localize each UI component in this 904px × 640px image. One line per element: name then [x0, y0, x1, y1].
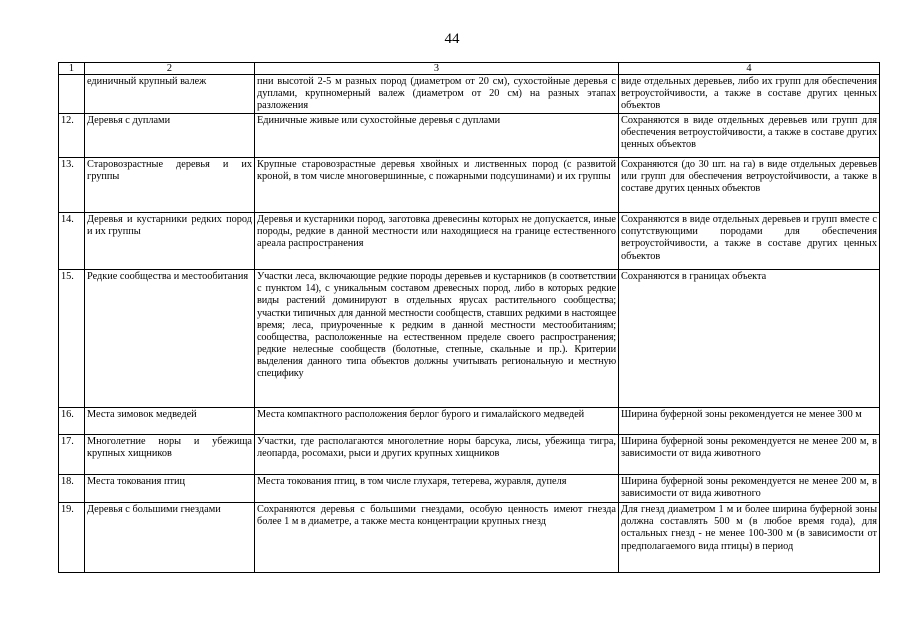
object-name: единичный крупный валеж [85, 75, 255, 114]
table-row [59, 213, 880, 270]
recommendation: Сохраняются в виде отдельных деревьев или групп для обеспечения ветроустойчивости, а также в составе других ценных объектов [619, 114, 880, 158]
object-description: Единичные живые или сухостойные деревья с дуплами [255, 114, 619, 158]
object-name: Места зимовок медведей [85, 408, 255, 435]
object-description: Сохраняются деревья с большими гнездами, особую ценность имеют гнезда более 1 м в диаметре, а также места концентрации крупных гнезд [255, 503, 619, 573]
recommendation: виде отдельных деревьев, либо их групп для обеспечения ветроустойчивости, а также в составе других ценных объектов [619, 75, 880, 114]
row-number: 15. [59, 270, 85, 408]
table-row [59, 158, 880, 213]
column-number-row [59, 63, 880, 75]
recommendation: Сохраняются в границах объекта [619, 270, 880, 408]
object-name: Многолетние норы и убежища крупных хищников [85, 435, 255, 475]
row-number: 18. [59, 475, 85, 503]
table-row [59, 270, 880, 408]
table-row [59, 75, 880, 114]
object-description: Участки леса, включающие редкие породы деревьев и кустарников (в соответствии с пунктом 14), с уникальным составом древесных пород, либо в которых редкие виды растений доминируют в отдельных ярусах растительного сообщества; участки типичных для данной местности сообществ, ставших редкими в настоящее время; леса, приуроченные к редким в данной местности местообитаниям; сообщества, расположенные на естественном пределе своего распространения; редкие нелесные сообществ (болотные, степные, скальные и пр.). Критерии выделения данного типа объектов должны учитывать региональную и местную специфику [255, 270, 619, 408]
row-number: 19. [59, 503, 85, 573]
column-number: 2 [85, 63, 255, 75]
object-name: Деревья с дуплами [85, 114, 255, 158]
data-table [58, 62, 880, 573]
object-description: Места компактного расположения берлог бурого и гималайского медведей [255, 408, 619, 435]
page-number: 44 [444, 31, 460, 47]
column-number: 1 [59, 63, 85, 75]
recommendation: Ширина буферной зоны рекомендуется не менее 200 м, в зависимости от вида животного [619, 435, 880, 475]
recommendation: Ширина буферной зоны рекомендуется не менее 300 м [619, 408, 880, 435]
recommendation: Ширина буферной зоны рекомендуется не менее 200 м, в зависимости от вида животного [619, 475, 880, 503]
row-number: 13. [59, 158, 85, 213]
object-description: Участки, где располагаются многолетние норы барсука, лисы, убежища тигра, леопарда, росомахи, рыси и других крупных хищников [255, 435, 619, 475]
row-number: 16. [59, 408, 85, 435]
row-number: 14. [59, 213, 85, 270]
row-number [59, 75, 85, 114]
recommendation: Сохраняются в виде отдельных деревьев и групп вместе с сопутствующими породами для обеспечения ветроустойчивости, а также в составе других ценных объектов [619, 213, 880, 270]
object-description: пни высотой 2-5 м разных пород (диаметром от 20 см), сухостойные деревья с дуплами, крупномерный валеж (диаметром от 20 см) на разных этапах разложения [255, 75, 619, 114]
table-row [59, 475, 880, 503]
object-name: Места токования птиц [85, 475, 255, 503]
column-number: 3 [255, 63, 619, 75]
object-name: Деревья и кустарники редких пород и их группы [85, 213, 255, 270]
object-description: Места токования птиц, в том числе глухаря, тетерева, журавля, дупеля [255, 475, 619, 503]
object-name: Деревья с большими гнездами [85, 503, 255, 573]
object-description: Крупные старовозрастные деревья хвойных и лиственных пород (с развитой кроной, в том числе многовершинные, с пожарными подсушинами) и их группы [255, 158, 619, 213]
row-number: 12. [59, 114, 85, 158]
table-row [59, 114, 880, 158]
object-name: Редкие сообщества и местообитания [85, 270, 255, 408]
recommendation: Для гнезд диаметром 1 м и более ширина буферной зоны должна составлять 500 м (в любое время года), для остальных гнезд - не менее 100-300 м (в зависимости от предполагаемого вида птицы) в период [619, 503, 880, 573]
table-row [59, 408, 880, 435]
table-row [59, 435, 880, 475]
column-number: 4 [619, 63, 880, 75]
object-description: Деревья и кустарники пород, заготовка древесины которых не допускается, иные породы, редкие в данной местности или находящиеся на границе естественного ареала распространения [255, 213, 619, 270]
recommendation: Сохраняются (до 30 шт. на га) в виде отдельных деревьев или групп для обеспечения ветроустойчивости, а также в составе других ценных объектов [619, 158, 880, 213]
row-number: 17. [59, 435, 85, 475]
object-name: Старовозрастные деревья и их группы [85, 158, 255, 213]
table-row [59, 503, 880, 573]
